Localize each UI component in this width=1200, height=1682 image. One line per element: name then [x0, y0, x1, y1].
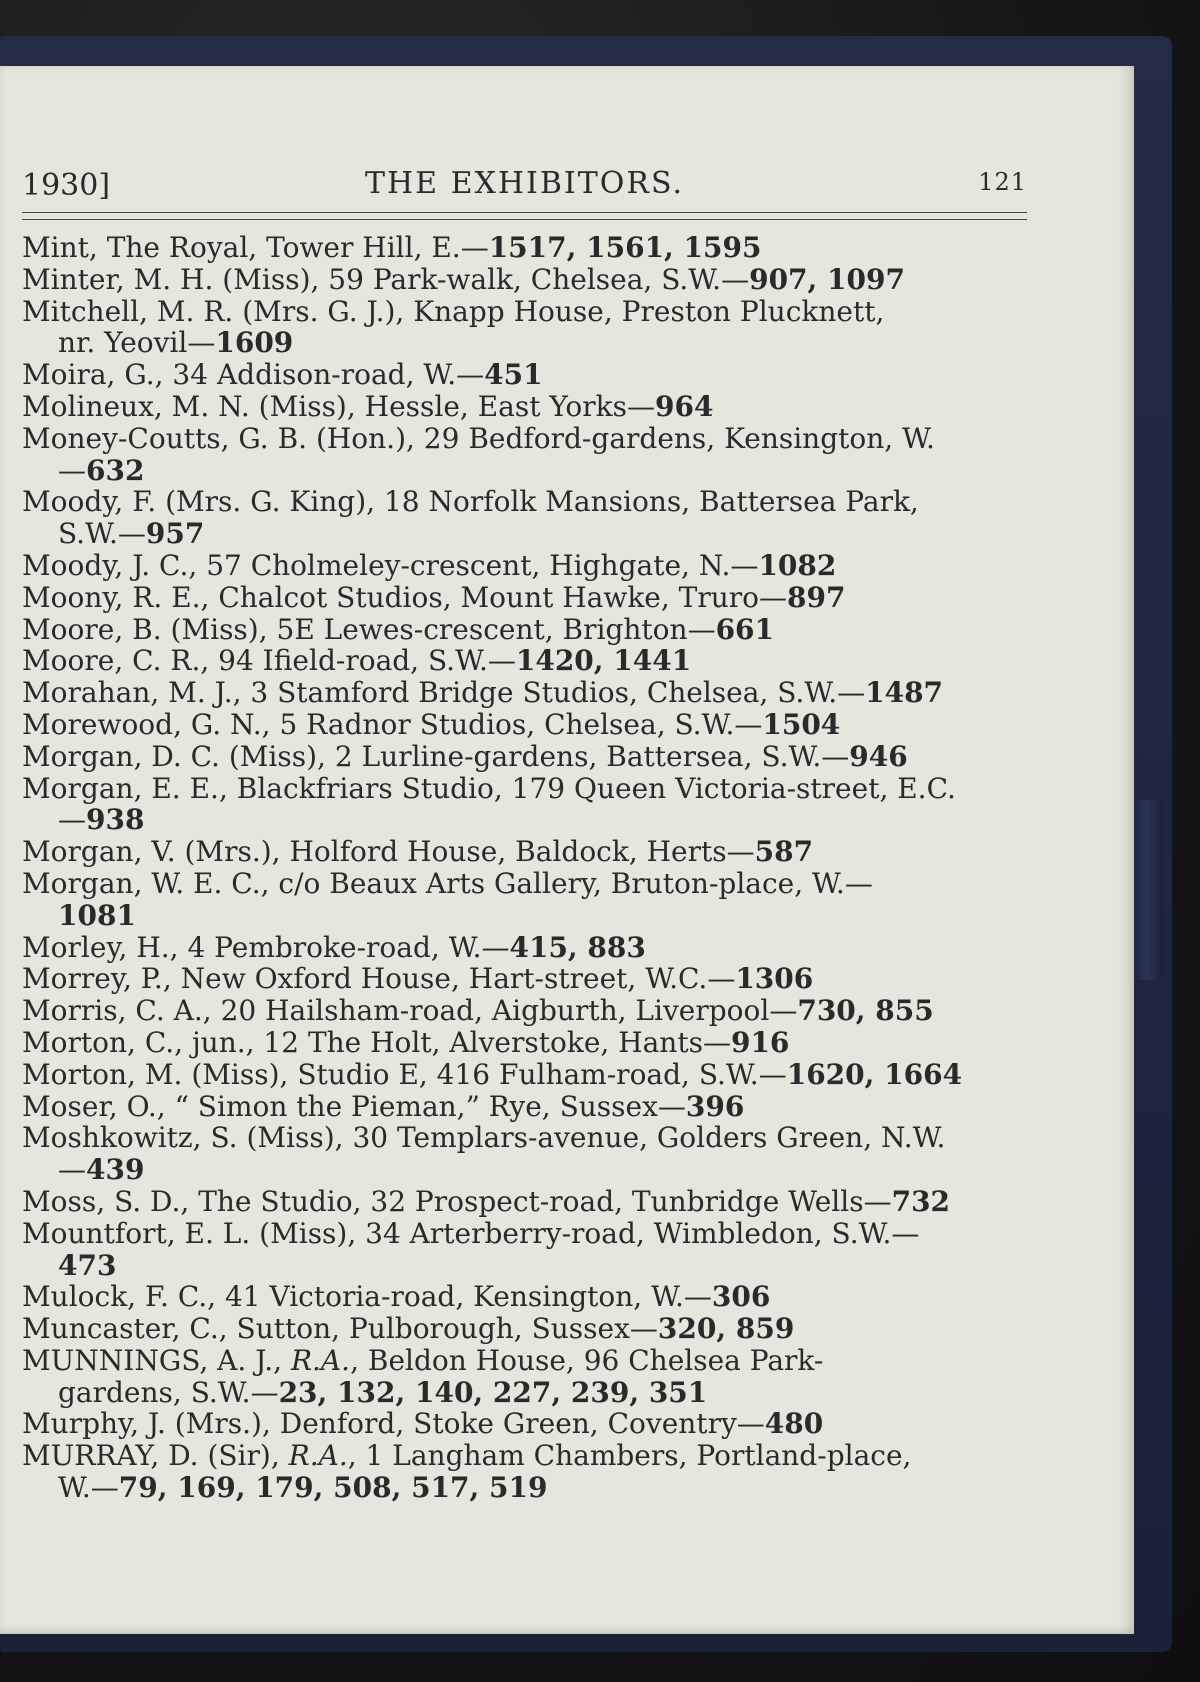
catalogue-numbers: 587	[754, 835, 814, 869]
exhibitor-entry	[22, 582, 1032, 614]
entry-line	[22, 550, 1032, 582]
entry-text: Mountfort, E. L. (Miss), 34 Arterberry-road, Wimbledon, S.W.—	[22, 1216, 920, 1250]
entry-line	[22, 1218, 1032, 1250]
exhibitor-entry	[22, 995, 1032, 1027]
catalogue-numbers: 730, 855	[797, 994, 934, 1028]
entry-text: —	[58, 803, 86, 837]
entry-line	[22, 1281, 1032, 1313]
entry-line	[22, 963, 1032, 995]
catalogue-numbers: 732	[891, 1184, 951, 1218]
catalogue-numbers: 480	[764, 1407, 824, 1441]
catalogue-numbers: 916	[730, 1025, 790, 1059]
entry-text: W.—	[58, 1471, 119, 1505]
entry-line	[22, 423, 1032, 455]
entry-continuation-line	[22, 804, 1032, 836]
exhibitor-entry	[22, 1345, 1032, 1409]
catalogue-numbers: 1420, 1441	[515, 644, 692, 678]
entry-text: Morton, M. (Miss), Studio E, 416 Fulham-road, S.W.—	[22, 1057, 787, 1091]
exhibitor-entry	[22, 1027, 1032, 1059]
entry-line	[22, 645, 1032, 677]
page-number: 121	[978, 168, 1027, 196]
entry-line	[22, 1345, 1032, 1377]
exhibitor-entry	[22, 963, 1032, 995]
catalogue-numbers: 1504	[762, 707, 841, 741]
entry-line	[22, 359, 1032, 391]
entry-continuation-line	[22, 1377, 1032, 1409]
catalogue-numbers: 946	[849, 739, 908, 773]
entry-line	[22, 582, 1032, 614]
catalogue-numbers: 23, 132, 140, 227, 239, 351	[278, 1375, 708, 1409]
entry-continuation-line	[22, 327, 1032, 359]
header-double-rule	[22, 212, 1027, 220]
entry-text: —	[58, 1153, 86, 1187]
catalogue-numbers: 964	[655, 389, 714, 423]
catalogue-numbers: 632	[86, 453, 145, 487]
exhibitor-entry	[22, 550, 1032, 582]
entry-text: Morgan, E. E., Blackfriars Studio, 179 Queen Victoria-street, E.C.	[22, 771, 956, 805]
exhibitor-entry	[22, 836, 1032, 868]
exhibitor-entry	[22, 773, 1032, 837]
catalogue-numbers: 473	[58, 1248, 117, 1282]
exhibitor-entry	[22, 296, 1032, 360]
entry-text: Morgan, V. (Mrs.), Holford House, Baldock, Herts—	[22, 835, 755, 869]
exhibitor-entry	[22, 423, 1032, 487]
entry-text: Murphy, J. (Mrs.), Denford, Stoke Green, Coventry—	[22, 1407, 765, 1441]
exhibitor-entry	[22, 1091, 1032, 1123]
entry-line	[22, 1027, 1032, 1059]
entry-text: Mitchell, M. R. (Mrs. G. J.), Knapp House, Preston Plucknett,	[22, 294, 885, 328]
entry-text: Muncaster, C., Sutton, Pulborough, Sussex—	[22, 1312, 658, 1346]
exhibitor-entry	[22, 264, 1032, 296]
entry-line	[22, 1122, 1032, 1154]
entry-line	[22, 1313, 1032, 1345]
catalogue-numbers: 306	[711, 1280, 771, 1314]
entry-line	[22, 264, 1032, 296]
entry-line	[22, 614, 1032, 646]
ribbon-marker	[1130, 800, 1164, 980]
exhibitor-entry	[22, 1122, 1032, 1186]
entry-text: Moss, S. D., The Studio, 32 Prospect-road, Tunbridge Wells—	[22, 1184, 892, 1218]
entry-text: Morley, H., 4 Pembroke-road, W.—	[22, 930, 510, 964]
entry-text: Minter, M. H. (Miss), 59 Park-walk, Chelsea, S.W.—	[22, 262, 750, 296]
catalogue-numbers: 451	[484, 358, 543, 392]
catalogue-numbers: 1609	[215, 326, 294, 360]
catalogue-numbers: 439	[86, 1153, 145, 1187]
exhibitor-entry	[22, 486, 1032, 550]
catalogue-numbers: 897	[787, 580, 846, 614]
entry-text: Money-Coutts, G. B. (Hon.), 29 Bedford-gardens, Kensington, W.	[22, 421, 935, 455]
catalogue-numbers: 907, 1097	[749, 262, 905, 296]
catalogue-numbers: 1082	[758, 548, 837, 582]
catalogue-numbers: 1081	[58, 898, 136, 932]
catalogue-numbers: 1487	[865, 676, 944, 710]
entry-line	[22, 836, 1032, 868]
entry-line	[22, 709, 1032, 741]
catalogue-numbers: 938	[86, 803, 145, 837]
entry-continuation-line	[22, 455, 1032, 487]
entry-line	[22, 868, 1032, 900]
page	[0, 66, 1134, 1634]
header-year: 1930]	[22, 168, 111, 203]
entry-text: Moshkowitz, S. (Miss), 30 Templars-avenue, Golders Green, N.W.	[22, 1121, 946, 1155]
entry-line	[22, 932, 1032, 964]
catalogue-numbers: 396	[685, 1089, 745, 1123]
running-header	[22, 162, 1027, 208]
entry-line	[22, 1440, 1032, 1472]
honorific-italic: R.A.	[288, 1439, 348, 1473]
entry-text: Moody, F. (Mrs. G. King), 18 Norfolk Mansions, Battersea Park,	[22, 485, 919, 519]
catalogue-numbers: 415, 883	[509, 930, 646, 964]
entry-text: Moore, B. (Miss), 5E Lewes-crescent, Brighton—	[22, 612, 716, 646]
entry-line	[22, 741, 1032, 773]
entry-text: Molineux, M. N. (Miss), Hessle, East Yorks—	[22, 389, 655, 423]
catalogue-numbers: 79, 169, 179, 508, 517, 519	[118, 1471, 548, 1505]
catalogue-numbers: 1306	[735, 962, 814, 996]
exhibitor-entry	[22, 645, 1032, 677]
entry-line	[22, 1059, 1032, 1091]
entry-text: Mulock, F. C., 41 Victoria-road, Kensington, W.—	[22, 1280, 712, 1314]
entry-line	[22, 773, 1032, 805]
entry-text: MURRAY, D. (Sir), R.A., 1 Langham Chambers, Portland-place,	[22, 1439, 912, 1473]
entry-text: —	[58, 453, 86, 487]
entry-text: nr. Yeovil—	[58, 326, 216, 360]
exhibitor-entry	[22, 391, 1032, 423]
entry-text: MUNNINGS, A. J., R.A., Beldon House, 96 Chelsea Park-	[22, 1343, 824, 1377]
exhibitor-entry	[22, 709, 1032, 741]
entry-line	[22, 296, 1032, 328]
entry-text: Morahan, M. J., 3 Stamford Bridge Studios, Chelsea, S.W.—	[22, 676, 866, 710]
exhibitor-entry	[22, 1313, 1032, 1345]
entry-text: Moore, C. R., 94 Ifield-road, S.W.—	[22, 644, 516, 678]
entry-line	[22, 1408, 1032, 1440]
entry-line	[22, 232, 1032, 264]
exhibitor-entry	[22, 868, 1032, 932]
catalogue-numbers: 957	[145, 517, 205, 551]
exhibitor-entry	[22, 1440, 1032, 1504]
entry-text: Moser, O., “ Simon the Pieman,” Rye, Sussex—	[22, 1089, 686, 1123]
entry-text: Moira, G., 34 Addison-road, W.—	[22, 358, 485, 392]
exhibitor-entry	[22, 359, 1032, 391]
entry-line	[22, 486, 1032, 518]
entry-continuation-line	[22, 1472, 1032, 1504]
entry-text: Morgan, D. C. (Miss), 2 Lurline-gardens, Battersea, S.W.—	[22, 739, 850, 773]
entry-text: Morton, C., jun., 12 The Holt, Alverstoke, Hants—	[22, 1025, 731, 1059]
entry-text: Morgan, W. E. C., c/o Beaux Arts Gallery, Bruton-place, W.—	[22, 866, 873, 900]
exhibitor-entry	[22, 1218, 1032, 1282]
entry-text: Mint, The Royal, Tower Hill, E.—	[22, 231, 489, 264]
entry-text: Morrey, P., New Oxford House, Hart-street, W.C.—	[22, 962, 736, 996]
entry-text: Moody, J. C., 57 Cholmeley-crescent, Highgate, N.—	[22, 548, 759, 582]
catalogue-numbers: 1620, 1664	[786, 1057, 963, 1091]
entry-continuation-line	[22, 1250, 1032, 1282]
exhibitor-entry	[22, 932, 1032, 964]
exhibitor-entry	[22, 614, 1032, 646]
exhibitor-entry	[22, 1186, 1032, 1218]
exhibitor-list	[22, 232, 1032, 1504]
entry-continuation-line	[22, 1154, 1032, 1186]
entry-line	[22, 1186, 1032, 1218]
honorific-italic: R.A.	[290, 1343, 351, 1377]
header-title: THE EXHIBITORS.	[365, 166, 684, 201]
exhibitor-entry	[22, 1059, 1032, 1091]
exhibitor-entry	[22, 741, 1032, 773]
exhibitor-entry	[22, 1408, 1032, 1440]
entry-text: S.W.—	[58, 517, 146, 551]
entry-text: Morewood, G. N., 5 Radnor Studios, Chelsea, S.W.—	[22, 707, 763, 741]
entry-line	[22, 1091, 1032, 1123]
catalogue-numbers: 320, 859	[657, 1312, 795, 1346]
catalogue-numbers: 1517, 1561, 1595	[488, 231, 762, 264]
exhibitor-entry	[22, 232, 1032, 264]
entry-text: Morris, C. A., 20 Hailsham-road, Aigburth, Liverpool—	[22, 994, 798, 1028]
exhibitor-entry	[22, 677, 1032, 709]
entry-text: gardens, S.W.—	[58, 1375, 279, 1409]
exhibitor-entry	[22, 1281, 1032, 1313]
entry-line	[22, 677, 1032, 709]
entry-text: Moony, R. E., Chalcot Studios, Mount Hawke, Truro—	[22, 580, 788, 614]
entry-line	[22, 391, 1032, 423]
catalogue-numbers: 661	[715, 612, 775, 646]
entry-continuation-line	[22, 900, 1032, 932]
entry-continuation-line	[22, 518, 1032, 550]
entry-line	[22, 995, 1032, 1027]
